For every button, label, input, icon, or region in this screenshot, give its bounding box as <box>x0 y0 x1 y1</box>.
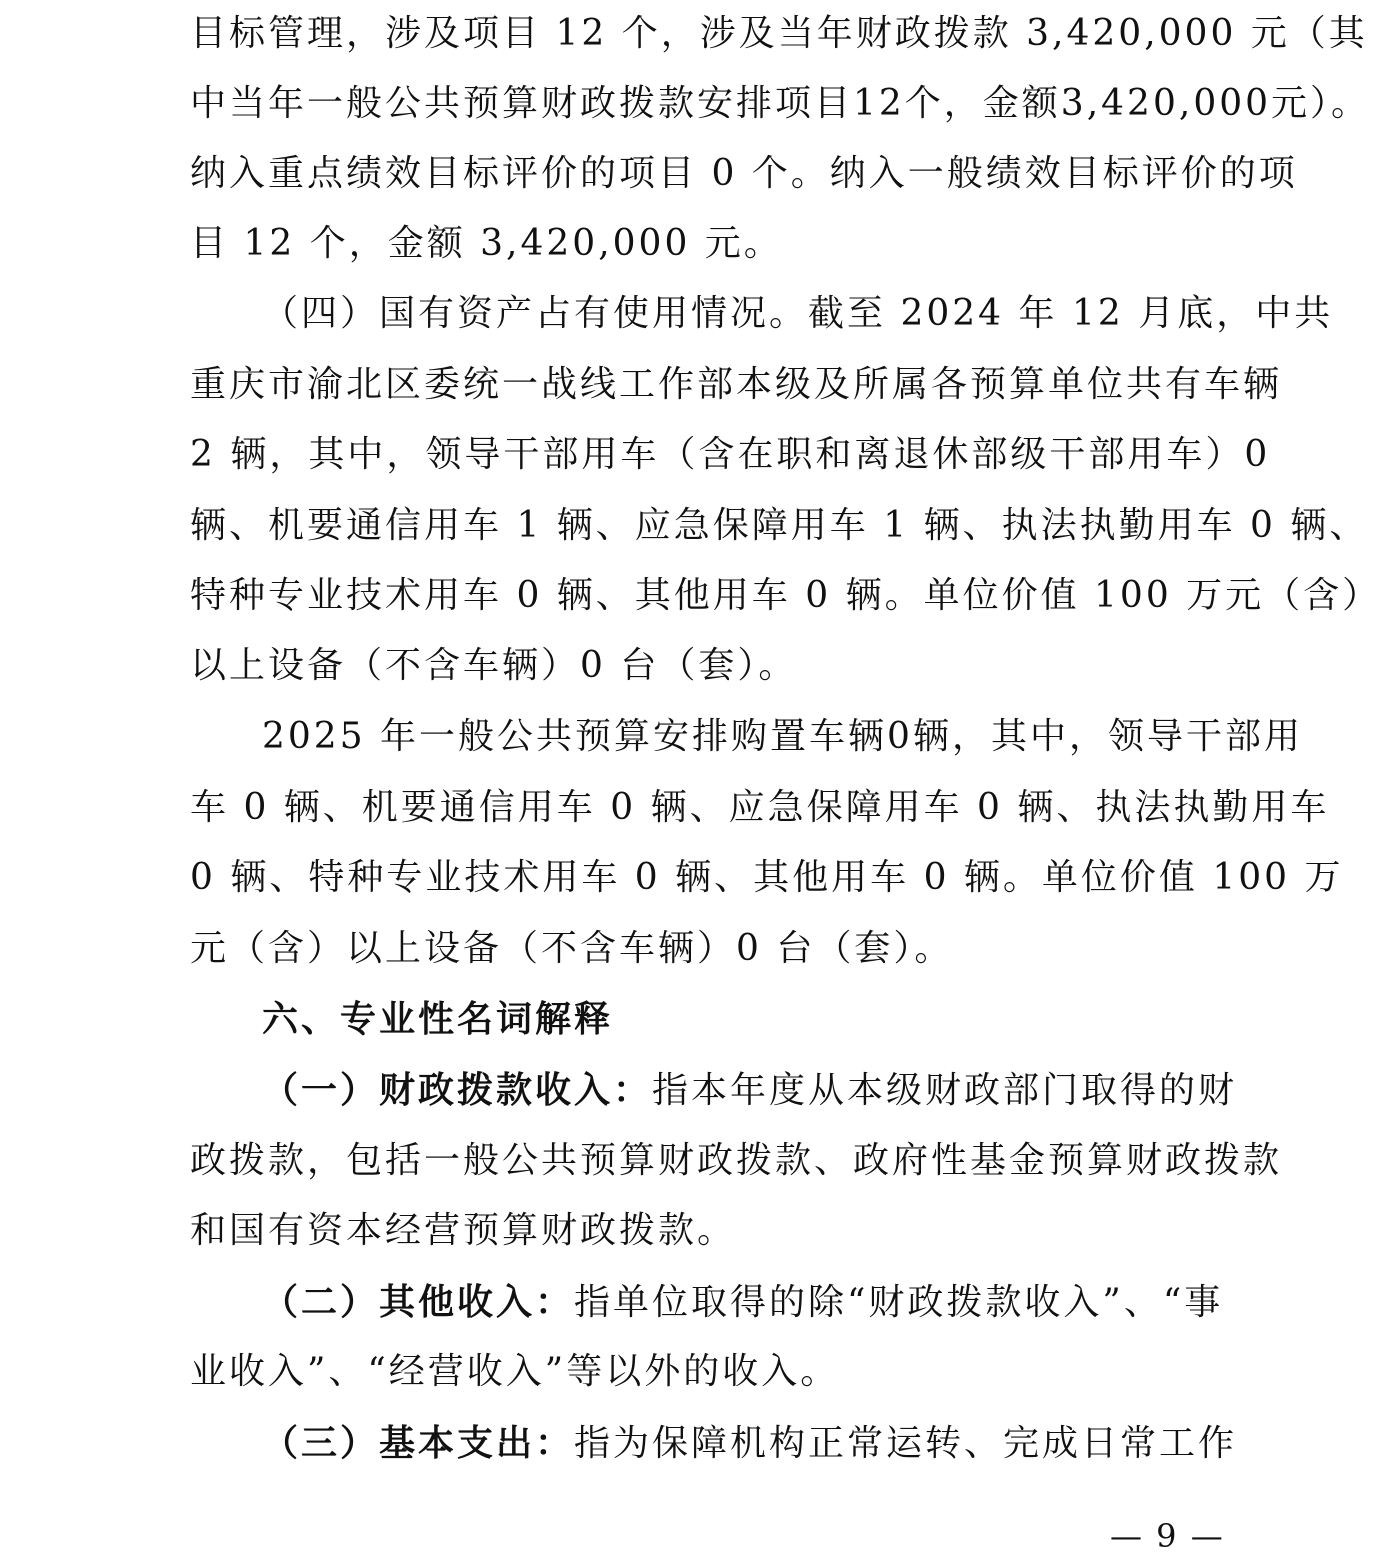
page-number: — 9 — <box>1110 1517 1225 1555</box>
term-2-line-1 <box>262 1272 1223 1332</box>
paragraph-3-line-3: 0 辆、特种专业技术用车 0 辆、其他用车 0 辆。单位价值 100 万 <box>190 857 1344 898</box>
term-1-label: （一）财政拨款收入： <box>262 1069 653 1111</box>
paragraph-2-line-5: 特种专业技术用车 0 辆、其他用车 0 辆。单位价值 100 万元（含） <box>190 575 1382 616</box>
paragraph-1-line-2: 中当年一般公共预算财政拨款安排项目12个，金额3,420,000元）。 <box>190 83 1371 124</box>
term-2-definition-start: 指单位取得的除“财政拨款收入”、“事 <box>574 1282 1224 1323</box>
term-2-line-2: 业收入”、“经营收入”等以外的收入。 <box>190 1351 840 1392</box>
paragraph-2-line-2: 重庆市渝北区委统一战线工作部本级及所属各预算单位共有车辆 <box>190 364 1283 405</box>
paragraph-2-line-1: （四）国有资产占有使用情况。截至 2024 年 12 月底，中共 <box>262 293 1334 334</box>
section-heading: 六、专业性名词解释 <box>262 998 614 1040</box>
paragraph-1-line-3: 纳入重点绩效目标评价的项目 0 个。纳入一般绩效目标评价的项 <box>190 153 1298 194</box>
paragraph-3-line-1: 2025 年一般公共预算安排购置车辆0辆，其中，领导干部用 <box>262 716 1303 757</box>
paragraph-2-line-6: 以上设备（不含车辆）0 台（套）。 <box>190 645 798 686</box>
term-1-line-3: 和国有资本经营预算财政拨款。 <box>190 1210 737 1251</box>
paragraph-3-line-2: 车 0 辆、机要通信用车 0 辆、应急保障用车 0 辆、执法执勤用车 <box>190 787 1330 828</box>
paragraph-2-line-3: 2 辆，其中，领导干部用车（含在职和离退休部级干部用车）0 <box>190 434 1271 475</box>
term-1-definition-start: 指本年度从本级财政部门取得的财 <box>652 1070 1238 1111</box>
paragraph-1-line-4: 目 12 个，金额 3,420,000 元。 <box>190 223 783 264</box>
paragraph-3-line-4: 元（含）以上设备（不含车辆）0 台（套）。 <box>190 928 954 969</box>
paragraph-1-line-1: 目标管理，涉及项目 12 个，涉及当年财政拨款 3,420,000 元（其 <box>190 13 1368 54</box>
term-1-line-1 <box>262 1060 1237 1120</box>
paragraph-2-line-4: 辆、机要通信用车 1 辆、应急保障用车 1 辆、执法执勤用车 0 辆、 <box>190 505 1369 546</box>
term-3-line-1 <box>262 1413 1237 1473</box>
term-1-line-2: 政拨款，包括一般公共预算财政拨款、政府性基金预算财政拨款 <box>190 1140 1283 1181</box>
term-3-label: （三）基本支出： <box>262 1422 575 1464</box>
term-3-definition-start: 指为保障机构正常运转、完成日常工作 <box>574 1423 1238 1464</box>
term-2-label: （二）其他收入： <box>262 1281 575 1323</box>
